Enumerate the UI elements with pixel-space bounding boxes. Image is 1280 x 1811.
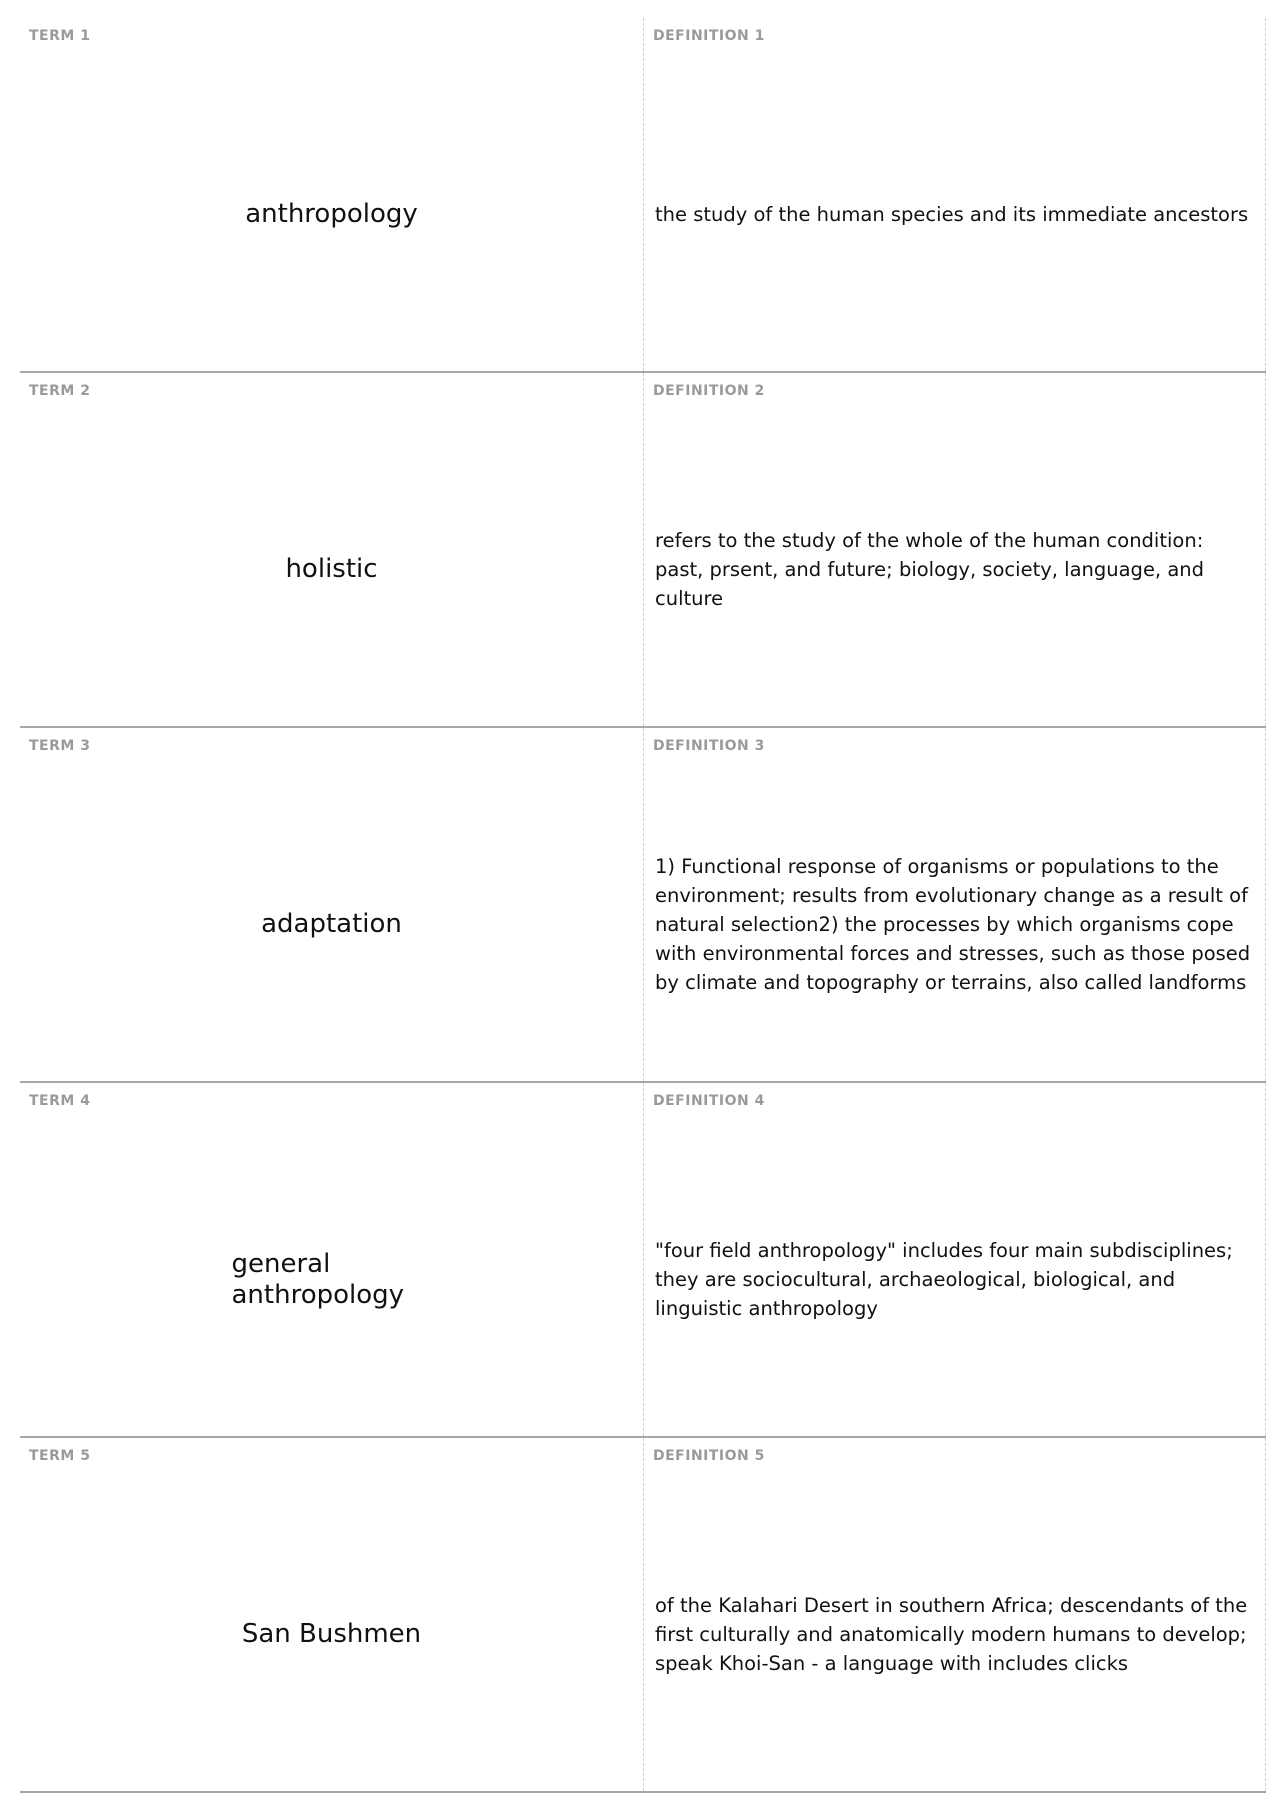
definition-text-wrapper [655,373,1257,726]
flashcard-row-1 [20,18,1266,373]
definition-text-wrapper [655,1438,1257,1791]
term-text: anthropology [245,199,418,229]
definition-text: the study of the human species and its immediate ancestors [655,203,1249,226]
term-text: adaptation [261,909,402,939]
flashcard-row-5 [20,1438,1266,1793]
term-label: TERM 5 [29,1448,91,1464]
definition-text-wrapper [655,728,1257,1081]
definition-text-wrapper [655,18,1257,371]
definition-text: refers to the study of the whole of the human condition: past, prsent, and future; biology, society, language, and culture [655,529,1205,610]
definition-text: of the Kalahari Desert in southern Africa; descendants of the first culturally and anatomically modern humans to develop; speak Khoi-San - a language with includes clicks [655,1594,1248,1675]
term-label: TERM 4 [29,1093,91,1109]
term-cell [20,373,644,726]
definition-cell [644,728,1266,1081]
term-text: San Bushmen [241,1619,422,1649]
term-text-wrapper [20,18,643,371]
definition-label: DEFINITION 1 [653,28,765,44]
definition-cell [644,18,1266,371]
definition-cell [644,1438,1266,1791]
term-cell [20,1438,644,1791]
term-label: TERM 2 [29,383,91,399]
term-text: holistic [285,554,378,584]
definition-cell [644,373,1266,726]
term-text-wrapper [20,373,643,726]
definition-label: DEFINITION 5 [653,1448,765,1464]
definition-text: 1) Functional response of organisms or populations to the environment; results from evolutionary change as a result of natural selection2) the processes by which organisms cope with environmental forces and stresses, such as those posed by climate and topography or terrains, also called landforms [655,855,1251,994]
definition-cell [644,1083,1266,1436]
definition-label: DEFINITION 3 [653,738,765,754]
term-cell [20,1083,644,1436]
flashcard-row-2 [20,373,1266,728]
definition-text: "four field anthropology" includes four main subdisciplines; they are sociocultural, archaeological, biological, and linguistic anthropology [655,1239,1233,1320]
term-text-wrapper [20,1083,643,1436]
term-cell [20,728,644,1081]
definition-text-wrapper [655,1083,1257,1436]
term-label: TERM 1 [29,28,91,44]
term-cell [20,18,644,371]
term-label: TERM 3 [29,738,91,754]
term-text-wrapper [20,1438,643,1791]
flashcard-sheet [20,18,1266,1793]
definition-label: DEFINITION 2 [653,383,765,399]
flashcard-row-3 [20,728,1266,1083]
flashcard-row-4 [20,1083,1266,1438]
definition-label: DEFINITION 4 [653,1093,765,1109]
term-text-wrapper [20,728,643,1081]
term-text: general anthropology [231,1248,405,1310]
